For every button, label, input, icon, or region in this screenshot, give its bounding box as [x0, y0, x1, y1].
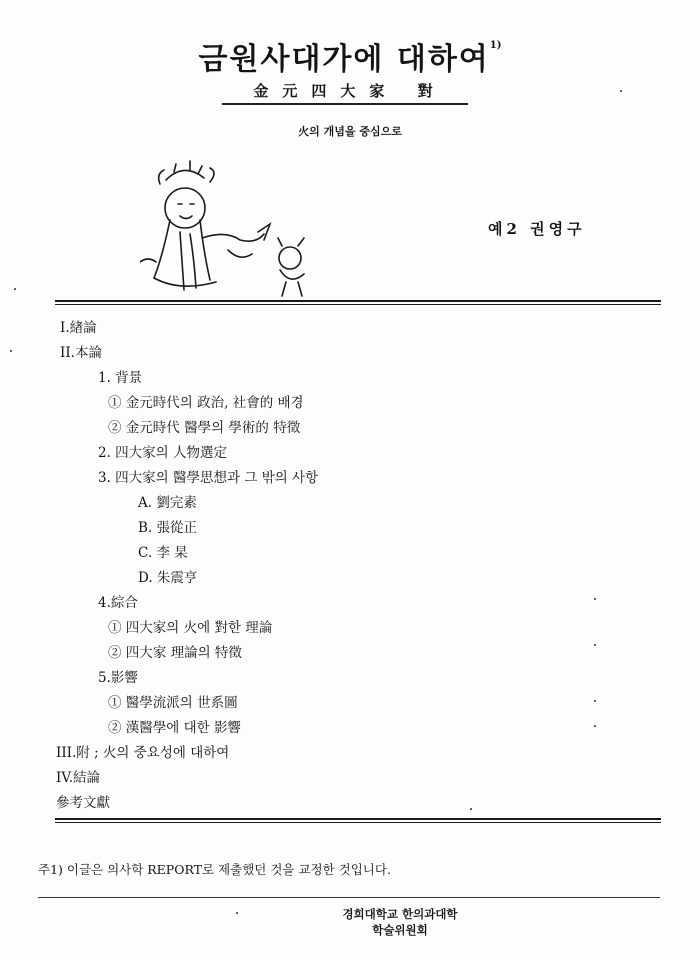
toc-item: ① 金元時代의 政治, 社會的 배경 [108, 395, 304, 411]
scan-speck [594, 644, 596, 646]
scan-speck [620, 90, 622, 92]
title-footnote-marker: 1) [489, 40, 502, 51]
title-text: 금원사대가에 대하여 [198, 42, 490, 77]
toc-item: 4.綜合 [98, 595, 138, 611]
toc-item: III.附 ; 火의 중요성에 대하여 [56, 745, 230, 761]
toc-item: B. 張從正 [138, 520, 198, 536]
toc-item: ② 漢醫學에 대한 影響 [108, 720, 241, 736]
subtitle-underline [222, 103, 468, 105]
scan-speck [594, 700, 596, 702]
toc-item: A. 劉完素 [138, 495, 197, 511]
scan-speck [10, 350, 12, 352]
author-line: 예2 권영구 [488, 220, 586, 238]
scan-speck [14, 288, 16, 290]
toc-item: ② 金元時代 醫學의 學術的 特徵 [108, 420, 301, 436]
toc-item: IV.結論 [56, 770, 101, 786]
toc-item: 3. 四大家의 醫學思想과 그 밖의 사항 [98, 470, 319, 486]
footer-divider-thin [55, 822, 661, 823]
toc-item: 參考文獻 [56, 795, 110, 811]
toc-item: ① 四大家의 火에 對한 理論 [108, 620, 273, 636]
toc-item: 5.影響 [98, 670, 138, 686]
toc-item: D. 朱震亨 [138, 570, 198, 586]
scan-speck [594, 598, 596, 600]
toc-item: C. 李 杲 [138, 545, 188, 561]
toc-item: 2. 四大家의 人物選定 [98, 445, 228, 461]
document-title [0, 34, 700, 78]
toc-item: ② 四大家 理論의 特徵 [108, 645, 242, 661]
toc-item: I.緖論 [60, 320, 97, 336]
scan-speck [236, 912, 238, 914]
footnote: 주1) 이글은 의사학 REPORT로 제출했던 것을 교정한 것입니다. [38, 862, 391, 877]
footer-divider [55, 818, 661, 820]
document-theme: 火의 개념을 중심으로 [298, 125, 402, 138]
toc-item: 1. 背景 [98, 370, 143, 386]
scan-speck [470, 808, 472, 810]
toc-item: II.本論 [60, 345, 102, 361]
header-divider-thin [55, 304, 661, 305]
footer-institution: 경희대학교 한의과대학 [342, 907, 458, 921]
footnote-divider [38, 897, 660, 898]
footer-committee: 학술위원회 [372, 923, 428, 937]
scan-speck [594, 725, 596, 727]
header-divider [55, 300, 661, 302]
toc-item: ① 醫學流派의 世系圖 [108, 695, 238, 711]
document-subtitle: 金元四大家 對 [253, 82, 447, 100]
scholar-illustration [140, 158, 320, 308]
